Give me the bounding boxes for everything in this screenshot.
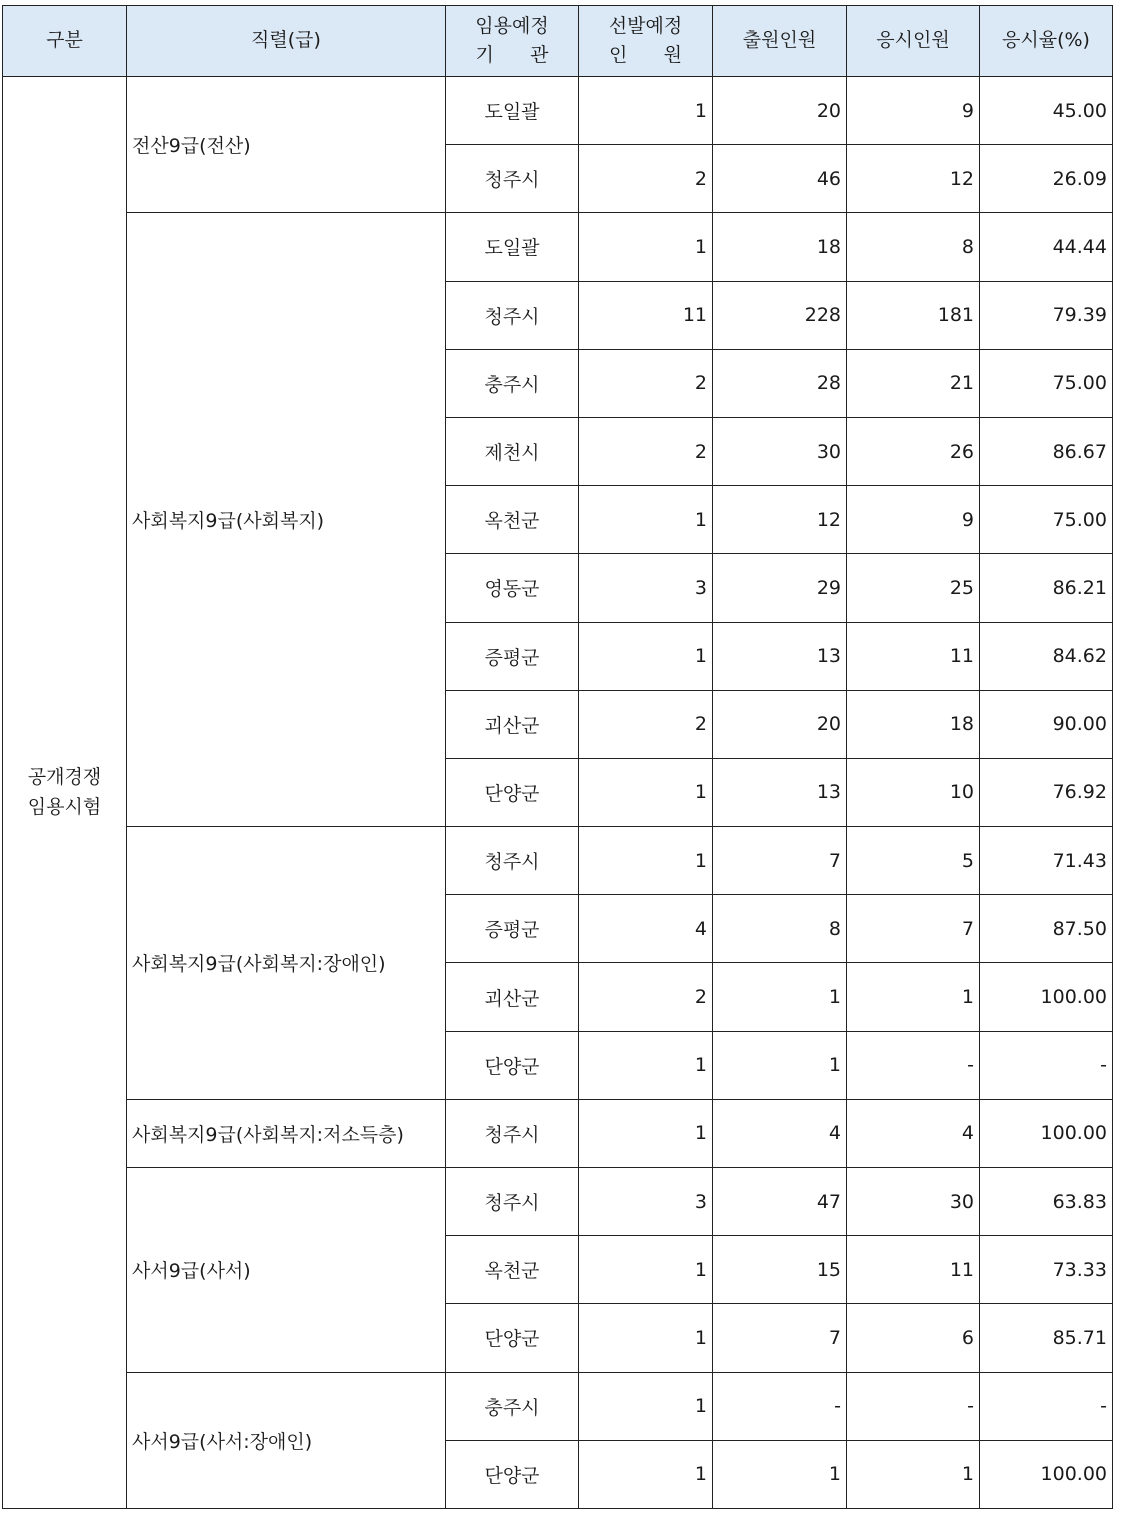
quota-cell: 1: [579, 622, 713, 690]
takers-cell: 25: [847, 554, 980, 622]
header-quota-line1: 선발예정: [608, 14, 683, 37]
takers-cell: 7: [847, 895, 980, 963]
quota-cell: 2: [579, 963, 713, 1031]
org-cell: 청주시: [446, 1099, 579, 1167]
takers-cell: -: [847, 1372, 980, 1440]
takers-cell: 9: [847, 486, 980, 554]
quota-cell: 2: [579, 349, 713, 417]
takers-cell: 10: [847, 758, 980, 826]
category-cell: [3, 77, 127, 1509]
category-line2: 임용시험: [27, 796, 102, 819]
quota-cell: 1: [579, 827, 713, 895]
position-title: 사회복지9급(사회복지): [127, 213, 446, 827]
applicants-cell: 20: [713, 690, 847, 758]
table-row: [3, 827, 1113, 895]
applicants-cell: 20: [713, 77, 847, 145]
table-row: [3, 77, 1113, 145]
org-cell: 도일괄: [446, 213, 579, 281]
quota-cell: 2: [579, 145, 713, 213]
table-row: [3, 1099, 1113, 1167]
rate-cell: 45.00: [980, 77, 1113, 145]
header-org: [446, 6, 579, 77]
quota-cell: 1: [579, 1031, 713, 1099]
org-cell: 도일괄: [446, 77, 579, 145]
quota-cell: 1: [579, 1236, 713, 1304]
org-cell: 청주시: [446, 281, 579, 349]
org-cell: 충주시: [446, 349, 579, 417]
table-row: [3, 1372, 1113, 1440]
org-cell: 증평군: [446, 622, 579, 690]
applicants-cell: 1: [713, 963, 847, 1031]
takers-cell: 30: [847, 1168, 980, 1236]
org-cell: 청주시: [446, 145, 579, 213]
org-cell: 옥천군: [446, 486, 579, 554]
applicants-cell: 228: [713, 281, 847, 349]
takers-cell: 1: [847, 963, 980, 1031]
position-title: 사서9급(사서:장애인): [127, 1372, 446, 1508]
quota-cell: 3: [579, 1168, 713, 1236]
rate-cell: 63.83: [980, 1168, 1113, 1236]
header-applicants: 출원인원: [713, 6, 847, 77]
header-org-line1: 임용예정: [475, 14, 549, 37]
quota-cell: 1: [579, 1372, 713, 1440]
applicants-cell: 30: [713, 417, 847, 485]
table-row: [3, 213, 1113, 281]
applicants-cell: 12: [713, 486, 847, 554]
applicants-cell: 8: [713, 895, 847, 963]
org-cell: 단양군: [446, 758, 579, 826]
header-quota-line2: 인 원: [609, 44, 682, 66]
takers-cell: 4: [847, 1099, 980, 1167]
category-line1: 공개경쟁: [27, 766, 102, 789]
org-cell: 청주시: [446, 1168, 579, 1236]
header-takers: 응시인원: [847, 6, 980, 77]
takers-cell: 6: [847, 1304, 980, 1372]
org-cell: 괴산군: [446, 690, 579, 758]
rate-cell: 100.00: [980, 963, 1113, 1031]
applicants-cell: 4: [713, 1099, 847, 1167]
rate-cell: 75.00: [980, 486, 1113, 554]
takers-cell: 5: [847, 827, 980, 895]
rate-cell: 86.21: [980, 554, 1113, 622]
takers-cell: 21: [847, 349, 980, 417]
org-cell: 단양군: [446, 1304, 579, 1372]
applicants-cell: 28: [713, 349, 847, 417]
rate-cell: 44.44: [980, 213, 1113, 281]
quota-cell: 1: [579, 486, 713, 554]
position-title: 전산9급(전산): [127, 77, 446, 213]
rate-cell: 75.00: [980, 349, 1113, 417]
header-org-line2: 기 관: [475, 44, 549, 66]
rate-cell: 73.33: [980, 1236, 1113, 1304]
quota-cell: 2: [579, 417, 713, 485]
position-title: 사회복지9급(사회복지:저소득층): [127, 1099, 446, 1167]
rate-cell: 79.39: [980, 281, 1113, 349]
org-cell: 영동군: [446, 554, 579, 622]
takers-cell: 11: [847, 1236, 980, 1304]
applicants-cell: 18: [713, 213, 847, 281]
applicants-cell: 1: [713, 1031, 847, 1099]
applicants-cell: 1: [713, 1440, 847, 1508]
takers-cell: 8: [847, 213, 980, 281]
takers-cell: 181: [847, 281, 980, 349]
org-cell: 충주시: [446, 1372, 579, 1440]
takers-cell: 1: [847, 1440, 980, 1508]
applicants-cell: 29: [713, 554, 847, 622]
rate-cell: -: [980, 1372, 1113, 1440]
applicants-cell: -: [713, 1372, 847, 1440]
org-cell: 증평군: [446, 895, 579, 963]
takers-cell: 11: [847, 622, 980, 690]
quota-cell: 11: [579, 281, 713, 349]
takers-cell: 18: [847, 690, 980, 758]
rate-cell: 84.62: [980, 622, 1113, 690]
header-quota: [579, 6, 713, 77]
header-rate: 응시율(%): [980, 6, 1113, 77]
quota-cell: 2: [579, 690, 713, 758]
org-cell: 옥천군: [446, 1236, 579, 1304]
rate-cell: 86.67: [980, 417, 1113, 485]
quota-cell: 1: [579, 758, 713, 826]
quota-cell: 1: [579, 77, 713, 145]
exam-results-table: [2, 5, 1113, 1509]
applicants-cell: 7: [713, 827, 847, 895]
rate-cell: -: [980, 1031, 1113, 1099]
quota-cell: 1: [579, 213, 713, 281]
header-position: 직렬(급): [127, 6, 446, 77]
org-cell: 청주시: [446, 827, 579, 895]
quota-cell: 3: [579, 554, 713, 622]
rate-cell: 100.00: [980, 1440, 1113, 1508]
position-title: 사회복지9급(사회복지:장애인): [127, 827, 446, 1100]
quota-cell: 4: [579, 895, 713, 963]
rate-cell: 87.50: [980, 895, 1113, 963]
header-row: [3, 6, 1113, 77]
rate-cell: 85.71: [980, 1304, 1113, 1372]
takers-cell: 9: [847, 77, 980, 145]
quota-cell: 1: [579, 1440, 713, 1508]
org-cell: 제천시: [446, 417, 579, 485]
applicants-cell: 46: [713, 145, 847, 213]
takers-cell: -: [847, 1031, 980, 1099]
applicants-cell: 47: [713, 1168, 847, 1236]
rate-cell: 71.43: [980, 827, 1113, 895]
quota-cell: 1: [579, 1099, 713, 1167]
org-cell: 단양군: [446, 1031, 579, 1099]
applicants-cell: 13: [713, 758, 847, 826]
takers-cell: 26: [847, 417, 980, 485]
takers-cell: 12: [847, 145, 980, 213]
applicants-cell: 7: [713, 1304, 847, 1372]
header-category: 구분: [3, 6, 127, 77]
org-cell: 단양군: [446, 1440, 579, 1508]
position-title: 사서9급(사서): [127, 1168, 446, 1373]
rate-cell: 100.00: [980, 1099, 1113, 1167]
org-cell: 괴산군: [446, 963, 579, 1031]
applicants-cell: 15: [713, 1236, 847, 1304]
applicants-cell: 13: [713, 622, 847, 690]
rate-cell: 76.92: [980, 758, 1113, 826]
table-row: [3, 1168, 1113, 1236]
rate-cell: 90.00: [980, 690, 1113, 758]
quota-cell: 1: [579, 1304, 713, 1372]
rate-cell: 26.09: [980, 145, 1113, 213]
